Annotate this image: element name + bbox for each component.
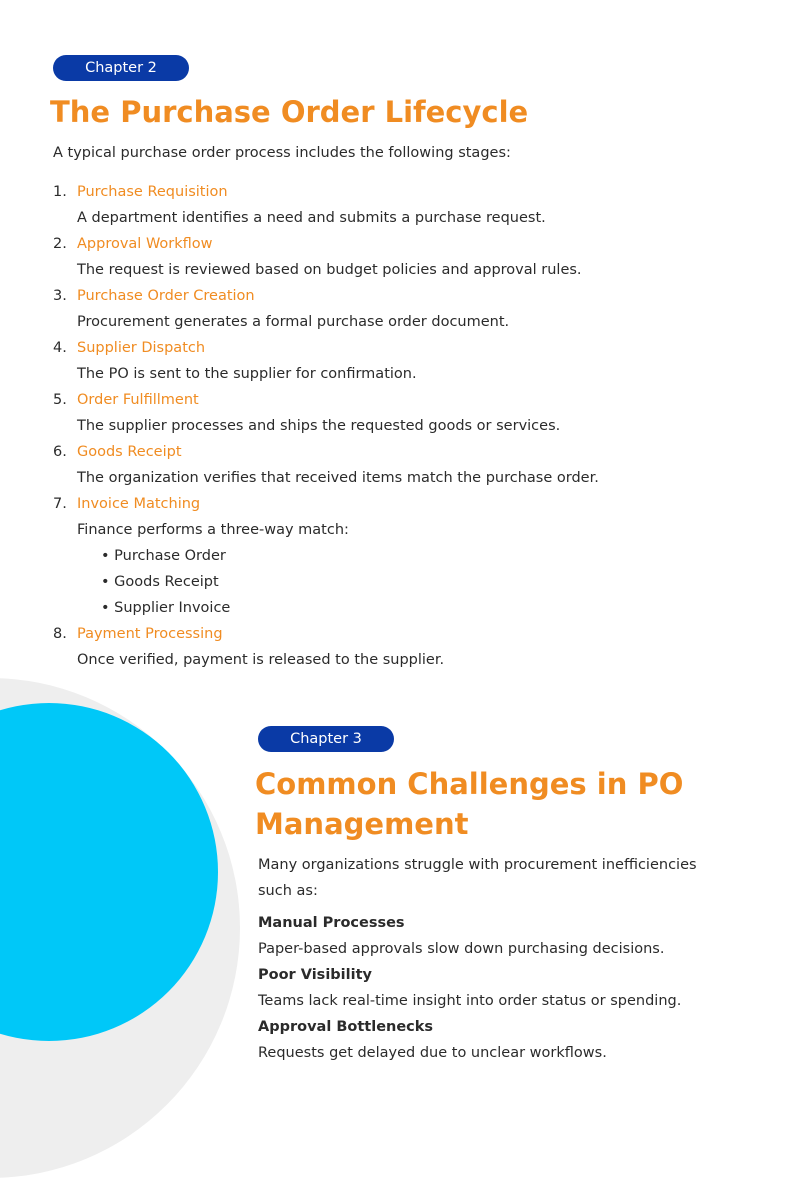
step-title: Order Fulfillment [77,392,199,408]
chapter-3-title: Common Challenges in PO Management [255,767,684,841]
lifecycle-steps-list [53,179,773,673]
step-description: The organization verifies that received items match the purchase order. [77,470,599,486]
list-item [53,335,773,387]
list-item [53,621,773,673]
chapter-2-title: The Purchase Order Lifecycle [50,95,529,129]
step-title: Invoice Matching [77,496,201,512]
step-number: 3. [53,288,67,304]
three-way-match-list [77,543,773,621]
chapter-2-intro: A typical purchase order process includes the following stages: [53,145,511,161]
step-number: 8. [53,626,67,642]
challenge-description: Requests get delayed due to unclear workflows. [258,1045,607,1061]
step-title: Approval Workflow [77,236,213,252]
challenges-list [258,910,758,1066]
list-item [53,439,773,491]
step-description: A department identifies a need and submits a purchase request. [77,210,546,226]
step-number: 4. [53,340,67,356]
list-item [53,491,773,621]
list-item [258,962,758,1014]
list-item [258,1014,758,1066]
challenge-title: Approval Bottlenecks [258,1019,434,1035]
step-title: Purchase Order Creation [77,288,255,304]
sub-list-item: • Supplier Invoice [101,600,231,616]
sub-list-item: • Purchase Order [101,548,226,564]
list-item [53,283,773,335]
step-number: 7. [53,496,67,512]
step-description: Finance performs a three-way match: [77,522,349,538]
chapter-2-badge: Chapter 2 [53,55,189,81]
step-description: The supplier processes and ships the requested goods or services. [77,418,561,434]
step-number: 6. [53,444,67,460]
step-description: The request is reviewed based on budget policies and approval rules. [77,262,582,278]
step-title: Payment Processing [77,626,223,642]
chapter-3-badge: Chapter 3 [258,726,394,752]
list-item [53,231,773,283]
challenge-title: Poor Visibility [258,967,372,983]
list-item [53,387,773,439]
step-title: Supplier Dispatch [77,340,206,356]
step-title: Purchase Requisition [77,184,228,200]
step-number: 1. [53,184,67,200]
challenge-description: Teams lack real-time insight into order status or spending. [258,993,682,1009]
step-description: Once verified, payment is released to the supplier. [77,652,445,668]
step-number: 5. [53,392,67,408]
sub-list-item: • Goods Receipt [101,574,219,590]
challenge-title: Manual Processes [258,915,405,931]
chapter-3-intro: Many organizations struggle with procurement inefficiencies such as: [258,857,697,899]
challenge-description: Paper-based approvals slow down purchasing decisions. [258,941,665,957]
list-item [258,910,758,962]
step-description: Procurement generates a formal purchase order document. [77,314,510,330]
step-description: The PO is sent to the supplier for confirmation. [77,366,417,382]
step-number: 2. [53,236,67,252]
step-title: Goods Receipt [77,444,182,460]
list-item [53,179,773,231]
